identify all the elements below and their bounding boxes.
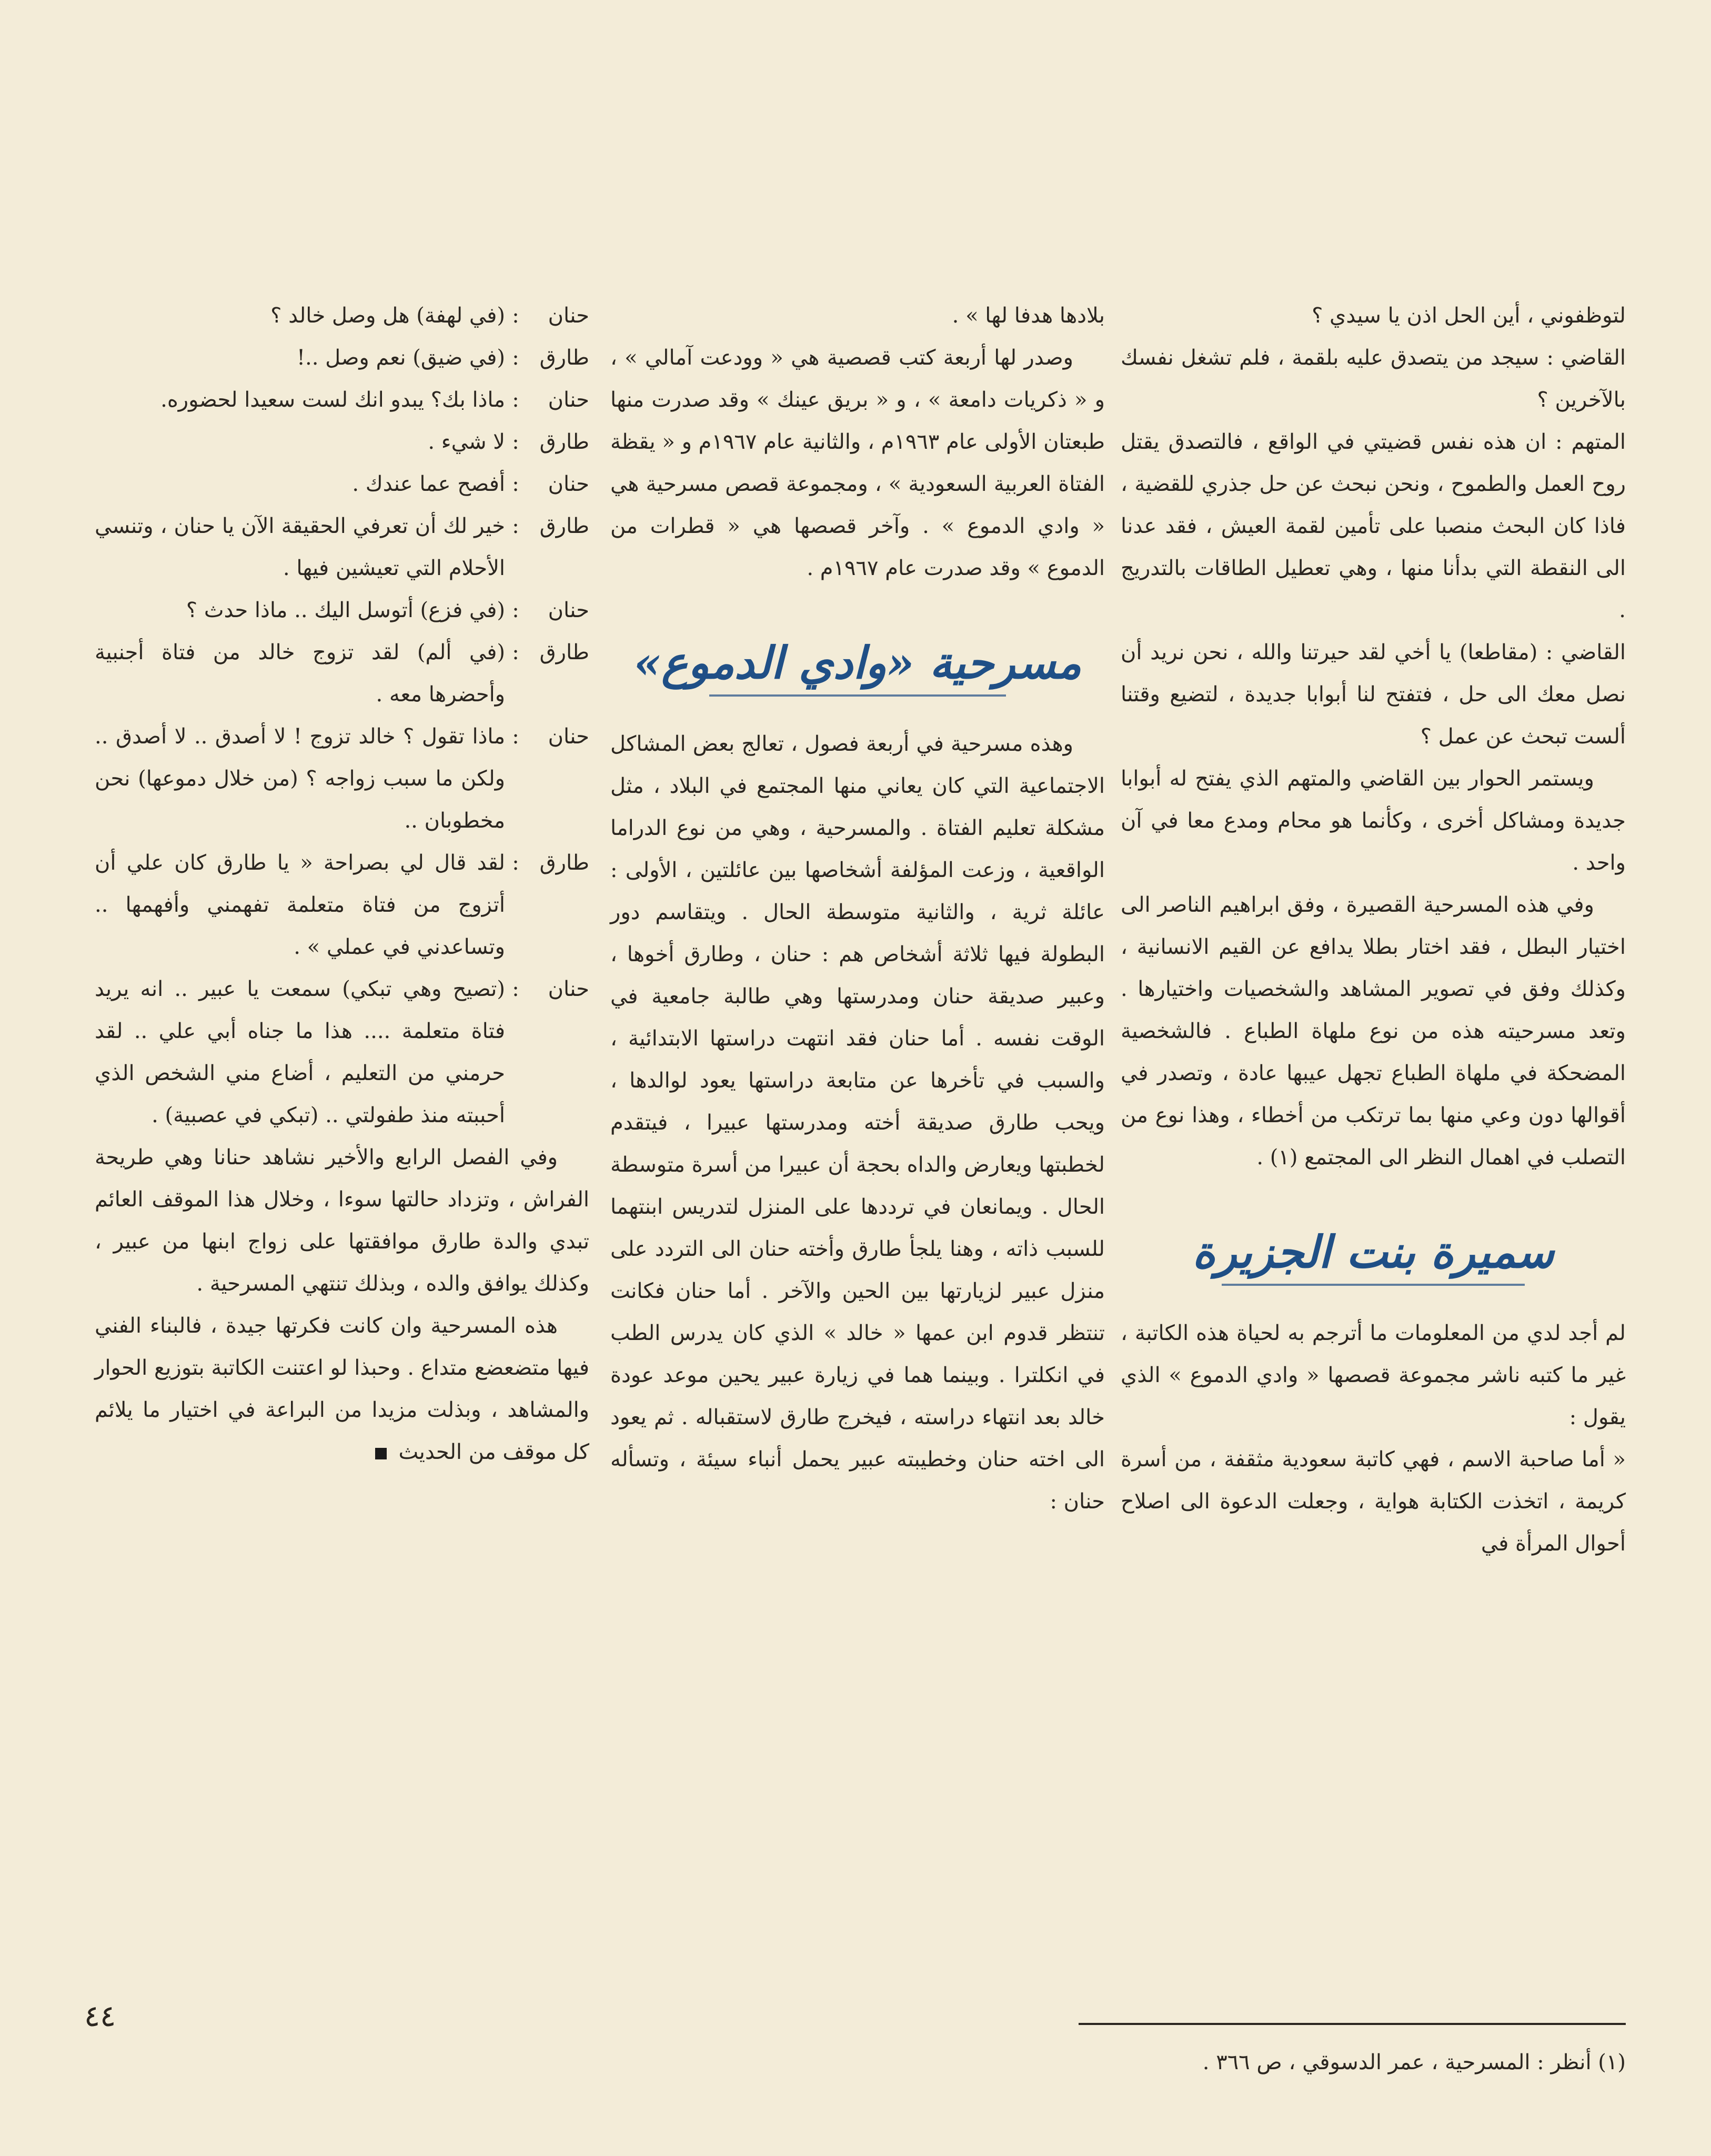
dialogue-line (95, 968, 589, 1136)
paragraph: المتهم : ان هذه نفس قضيتي في الواقع ، فالتصدق يقتل روح العمل والطموح ، ونحن نبحث عن حل جذري للقضية ، فاذا كان البحث منصبا على تأمين لقمة العيش ، فقد عدنا الى النقطة التي بدأنا منها ، وهي تعطيل الطاقات بالتدريج . (1121, 430, 1626, 622)
speaker-separator: : (512, 388, 519, 412)
column-left (95, 295, 589, 1473)
dialogue-text: خير لك أن تعرفي الحقيقة الآن يا حنان ، وتنسي الأحلام التي تعيشين فيها . (95, 514, 505, 580)
paragraph: وفي الفصل الرابع والأخير نشاهد حنانا وهي طريحة الفراش ، وتزداد حالتها سوءا ، وخلال هذا الموقف العائم تبدي والدة طارق موافقتها على زواج ابنها من عبير ، وكذلك يوافق والده ، وبذلك تنتهي المسرحية . (95, 1145, 589, 1296)
speaker-separator: : (512, 598, 519, 622)
paragraph: بلادها هدفا لها » . (952, 304, 1105, 328)
dialogue-text: (تصيح وهي تبكي) سمعت يا عبير .. انه يريد فتاة متعلمة .... هذا ما جناه أبي علي .. لقد حرمني من التعليم ، أضاع مني الشخص الذي أحببته منذ طفولتي .. (تبكي في عصبية) . (95, 977, 505, 1127)
paragraph: لتوظفوني ، أين الحل اذن يا سيدي ؟ (1312, 304, 1626, 328)
dialogue-line (95, 379, 589, 421)
paragraph (95, 1305, 589, 1473)
speaker-separator: : (512, 640, 519, 664)
dialogue-text: لقد قال لي بصراحة « يا طارق كان علي أن أتزوج من فتاة متعلمة تفهمني وأفهمها .. وتساعدني في عملي » . (95, 851, 505, 959)
page-number: ٤٤ (84, 1999, 116, 2033)
dialogue-text: أفصح عما عندك . (352, 472, 505, 496)
dialogue-line (95, 295, 589, 337)
paragraph: القاضي : سيجد من يتصدق عليه بلقمة ، فلم تشغل نفسك بالآخرين ؟ (1121, 346, 1626, 412)
dialogue-line (95, 716, 589, 842)
speaker-name: طارق (539, 640, 589, 664)
paragraph: وصدر لها أربعة كتب قصصية هي « وودعت آمالي » ، و « ذكريات دامعة » ، و « بريق عينك » وقد صدرت منها طبعتان الأولى عام ١٩٦٣م ، والثانية عام ١٩٦٧م و « يقظة الفتاة العربية السعودية » ، ومجموعة قصص مسرحية هي « وادي الدموع » . وآخر قصصها هي « قطرات من الدموع » وقد صدرت عام ١٩٦٧م . (610, 346, 1105, 580)
column-right (1121, 295, 1626, 1565)
speaker-separator: : (512, 851, 519, 875)
speaker-name: طارق (539, 346, 589, 370)
speaker-separator: : (512, 514, 519, 538)
speaker-name: حنان (548, 304, 589, 328)
column-middle (610, 295, 1105, 1523)
paragraph: « أما صاحبة الاسم ، فهي كاتبة سعودية مثقفة ، من أسرة كريمة ، اتخذت الكتابة هواية ، وجعلت الدعوة الى اصلاح أحوال المرأة في (1121, 1447, 1626, 1556)
footnote-divider (1079, 2023, 1626, 2025)
dialogue-text: (في ضيق) نعم وصل ..! (296, 346, 505, 370)
heading-flourish (709, 694, 1006, 702)
dialogue-line (95, 505, 589, 589)
speaker-separator: : (512, 304, 519, 328)
speaker-separator: : (512, 430, 519, 454)
paragraph: وفي هذه المسرحية القصيرة ، وفق ابراهيم الناصر الى اختيار البطل ، فقد اختار بطلا يدافع عن القيم الانسانية ، وكذلك وفق في تصوير المشاهد والشخصيات واختيارها . وتعد مسرحيته هذه من نوع ملهاة الطباع . فالشخصية المضحكة في ملهاة الطباع تجهل عيبها عادة ، وتصدر في أقوالها دون وعي منها بما ترتكب من أخطاء ، وهذا نوع من التصلب في اهمال النظر الى المجتمع (١) . (1121, 893, 1626, 1170)
dialogue-text: (في ألم) لقد تزوج خالد من فتاة أجنبية وأحضرها معه . (95, 640, 505, 707)
speaker-name: حنان (548, 388, 589, 412)
dialogue-text: لا شيء . (428, 430, 505, 454)
speaker-name: طارق (539, 430, 589, 454)
speaker-name: طارق (539, 514, 589, 538)
dialogue-line (95, 337, 589, 379)
dialogue-line (95, 589, 589, 631)
dialogue-line (95, 463, 589, 505)
speaker-separator: : (512, 724, 519, 749)
heading-flourish (1222, 1284, 1525, 1291)
dialogue-line (95, 421, 589, 463)
dialogue-line (95, 631, 589, 716)
section-heading-text: سميرة بنت الجزيرة (1192, 1226, 1554, 1278)
speaker-name: طارق (539, 851, 589, 875)
speaker-name: حنان (548, 724, 589, 749)
section-heading (1121, 1221, 1626, 1291)
speaker-separator: : (512, 977, 519, 1001)
end-mark-icon (375, 1448, 387, 1459)
paragraph-text: هذه المسرحية وان كانت فكرتها جيدة ، فالبناء الفني فيها متضعضع متداع . وحبذا لو اعتنت الكاتبة بتوزيع الحوار والمشاهد ، وبذلت مزيدا من البراعة في اختيار ما يلائم كل موقف من الحديث (95, 1314, 590, 1464)
paragraph: ويستمر الحوار بين القاضي والمتهم الذي يفتح له أبوابا جديدة ومشاكل أخرى ، وكأنما هو محام ومدع معا في آن واحد . (1121, 767, 1626, 875)
speaker-name: حنان (548, 598, 589, 622)
paragraph: لم أجد لدي من المعلومات ما أترجم به لحياة هذه الكاتبة ، غير ما كتبه ناشر مجموعة قصصها « وادي الدموع » الذي يقول : (1121, 1321, 1626, 1429)
speaker-name: حنان (548, 472, 589, 496)
paragraph: وهذه مسرحية في أربعة فصول ، تعالج بعض المشاكل الاجتماعية التي كان يعاني منها المجتمع في البلاد ، مثل مشكلة تعليم الفتاة . والمسرحية ، وهي من نوع الدراما الواقعية ، وزعت المؤلفة أشخاصها بين عائلتين ، الأولى : عائلة ثرية ، والثانية متوسطة الحال . ويتقاسم دور البطولة فيها ثلاثة أشخاص هم : حنان ، وطارق أخوها ، وعبير صديقة حنان ومدرستها وهي طالبة جامعية في الوقت نفسه . أما حنان فقد انتهت دراستها الابتدائية ، والسبب في تأخرها عن متابعة دراستها يعود لوالدها ، ويحب طارق صديقة أخته ومدرستها عبيرا ، فيتقدم لخطبتها ويعارض والداه بحجة أن عبيرا من أسرة متوسطة الحال . ويمانعان في ترددها على المنزل لتدريس ابنتهما للسبب ذاته ، وهنا يلجأ طارق وأخته حنان الى التردد على منزل عبير لزيارتها بين الحين والآخر . أما حنان فكانت تنتظر قدوم ابن عمها « خالد » الذي كان يدرس الطب في انكلترا . وبينما هما في زيارة عبير يحين موعد عودة خالد بعد انتهاء دراسته ، فيخرج طارق لاستقباله . ثم يعود الى اخته حنان وخطيبته عبير يحمل أنباء سيئة ، وتسأله حنان : (610, 732, 1105, 1514)
dialogue-text: ماذا بك؟ يبدو انك لست سعيدا لحضوره. (160, 388, 505, 412)
paragraph: القاضي : (مقاطعا) يا أخي لقد حيرتنا والله ، نحن نريد أن نصل معك الى حل ، فتفتح لنا أبوابا جديدة ، لتضيع وقتنا ألست تبحث عن عمل ؟ (1121, 640, 1626, 749)
dialogue-line (95, 842, 589, 968)
dialogue-text: (في فزع) أتوسل اليك .. ماذا حدث ؟ (186, 598, 505, 622)
dialogue-text: (في لهفة) هل وصل خالد ؟ (270, 304, 505, 328)
dialogue-text: ماذا تقول ؟ خالد تزوج ! لا أصدق .. لا أصدق .. ولكن ما سبب زواجه ؟ (من خلال دموعها) نحن مخطوبان .. (95, 724, 505, 833)
section-heading (610, 631, 1105, 702)
footnote: (١) أنظر : المسرحية ، عمر الدسوقي ، ص ٣٦٦ . (1202, 2050, 1626, 2074)
speaker-separator: : (512, 346, 519, 370)
speaker-name: حنان (548, 977, 589, 1001)
section-heading-text: مسرحية «وادي الدموع» (633, 637, 1082, 689)
speaker-separator: : (512, 472, 519, 496)
dialogue-list (95, 295, 589, 1136)
